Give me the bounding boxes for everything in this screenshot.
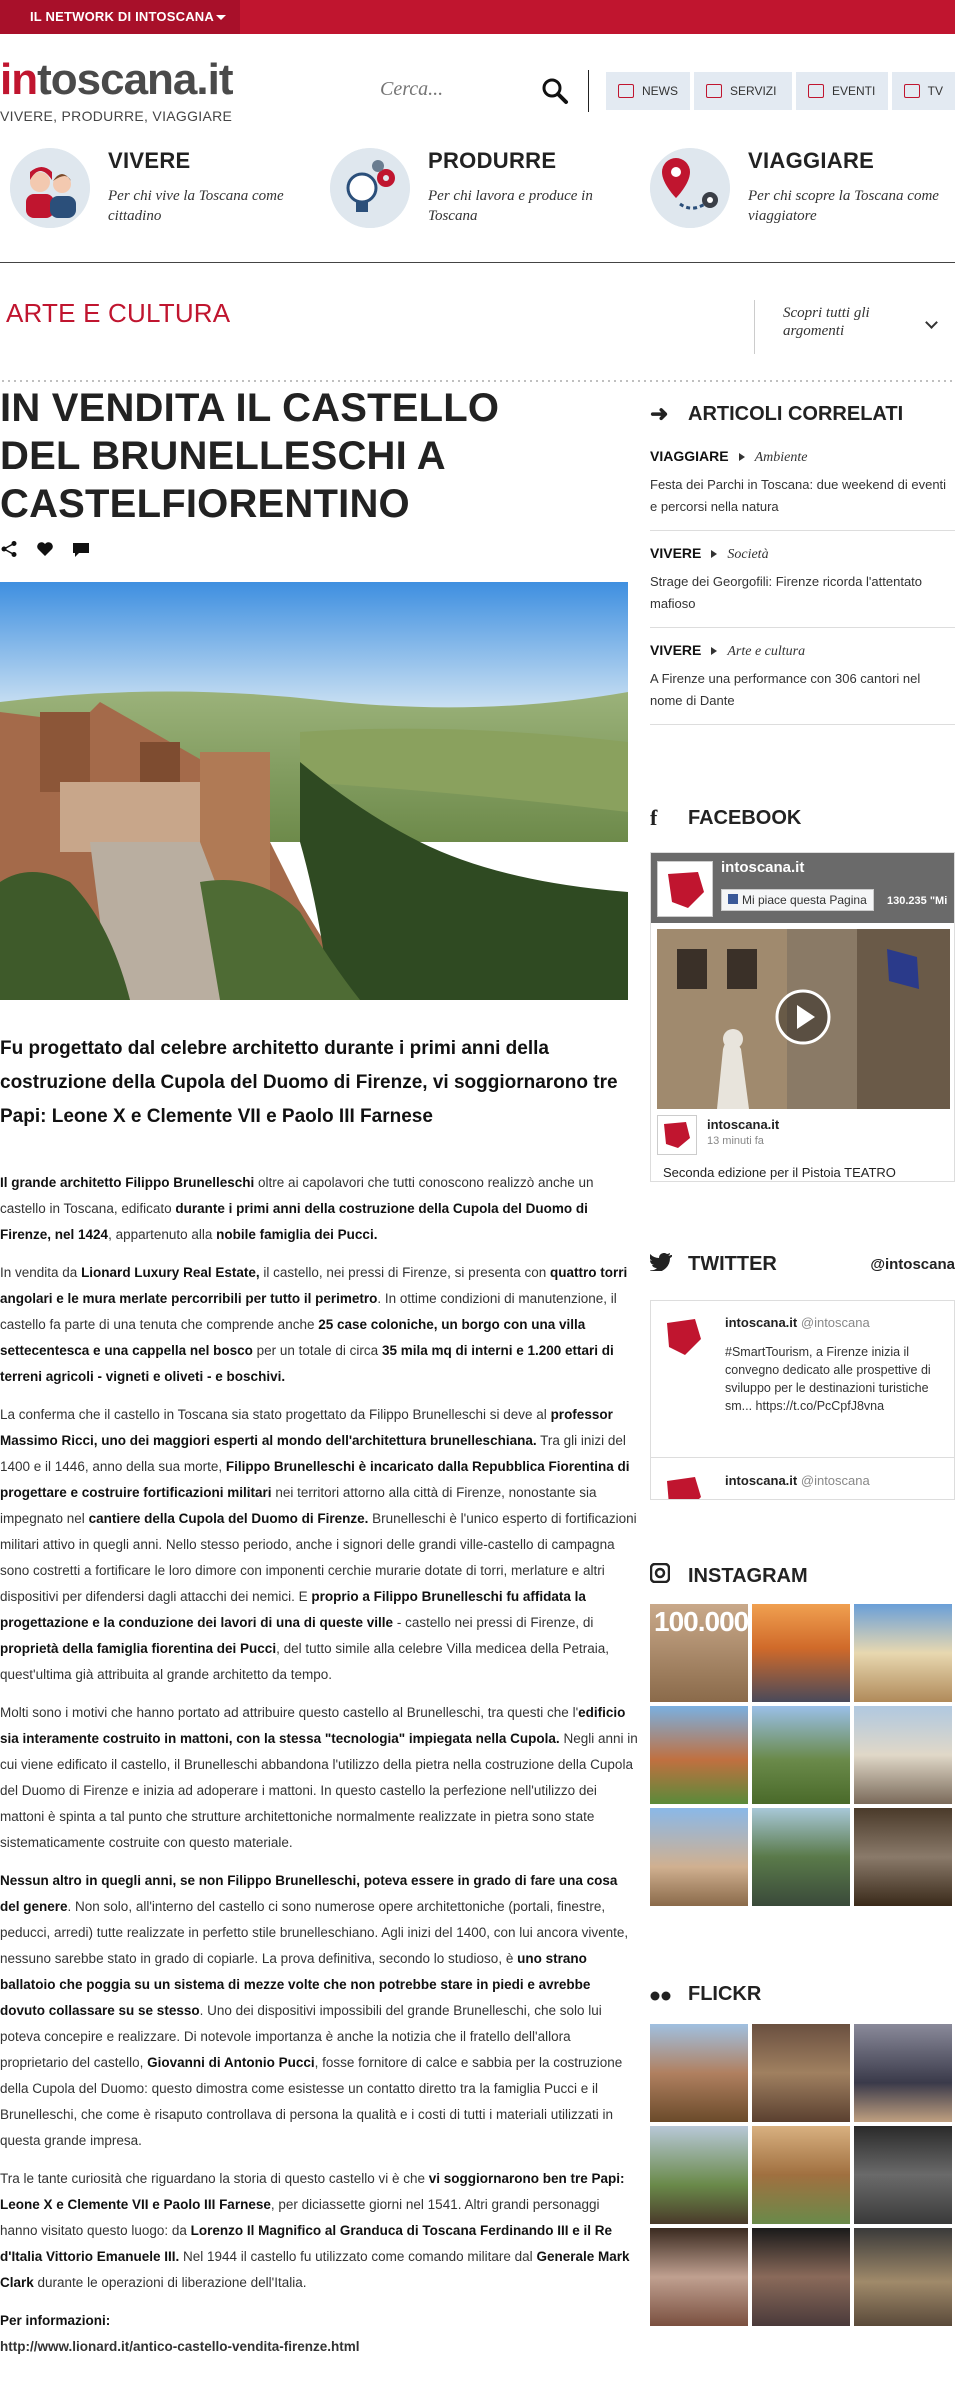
nav-servizi-button[interactable] bbox=[694, 72, 792, 110]
section-vivere[interactable] bbox=[0, 138, 320, 258]
info-icon bbox=[706, 84, 722, 98]
facebook-post-time: 13 minuti fa bbox=[707, 1135, 764, 1147]
arrow-right-icon: ➜ bbox=[650, 401, 669, 426]
section-vivere-subtitle: Per chi vive la Toscana come cittadino bbox=[108, 188, 284, 224]
chevron-down-icon bbox=[925, 316, 938, 329]
facebook-heading bbox=[650, 798, 801, 838]
twitter-handle[interactable]: @intoscana bbox=[870, 1255, 955, 1273]
facebook-title: FACEBOOK bbox=[688, 806, 802, 829]
site-logo[interactable] bbox=[0, 55, 233, 104]
tweet-divider bbox=[651, 1457, 955, 1458]
search-icon[interactable] bbox=[540, 76, 570, 106]
site-tagline: VIVERE, PRODURRE, VIAGGIARE bbox=[0, 108, 233, 124]
info-link[interactable]: http://www.lionard.it/antico-castello-vendita-firenze.html bbox=[0, 2339, 360, 2354]
instagram-photo[interactable] bbox=[752, 1604, 850, 1702]
flickr-photo[interactable] bbox=[752, 2126, 850, 2224]
nav-servizi-label: SERVIZI bbox=[730, 84, 777, 98]
instagram-photo[interactable] bbox=[650, 1604, 748, 1702]
instagram-photo[interactable] bbox=[752, 1808, 850, 1906]
people-icon bbox=[10, 148, 90, 228]
related-category[interactable]: VIVERE bbox=[650, 642, 702, 658]
instagram-photo[interactable] bbox=[650, 1706, 748, 1804]
instagram-photo[interactable] bbox=[854, 1706, 952, 1804]
flickr-photo[interactable] bbox=[752, 2228, 850, 2326]
triangle-right-icon bbox=[711, 647, 717, 655]
instagram-photo-overlay: 100.000 bbox=[654, 1606, 749, 1637]
instagram-grid bbox=[650, 1604, 952, 1906]
related-article[interactable] bbox=[650, 628, 955, 725]
flickr-title: FLICKR bbox=[688, 1982, 762, 2005]
header-separator bbox=[0, 262, 955, 263]
article-title: IN VENDITA IL CASTELLO DEL BRUNELLESCHI A CASTELFIORENTINO bbox=[0, 386, 500, 526]
article-body: Il grande architetto Filippo Brunelleschi oltre ai capolavori che tutti conoscono realizzò anche un castello in Toscana, edificato durante i primi anni della costruzione della Cupola del Duomo di Firenze, nel 1424, appartenuto alla nobile famiglia dei Pucci. In vendita da Lionard Luxury Real Estate, il castello, nei pressi di Firenze, si presenta con quattro torri angolari e le mura merlate percorribili per tutto il perimetro. In ottime condizioni di manutenzione, il castello fa parte di una tenuta che comprende anche 25 case coloniche, un borgo con una villa settecentesca e una cappella nel bosco per un totale di circa 35 mila mq di interni e 1.200 ettari di terreni agricoli - vigneti e oliveti - e boschivi. La conferma che il castello in Toscana sia stato progettato da Filippo Brunelleschi si deve al professor Massimo Ricci, uno dei maggiori esperti al mondo dell'architettura brunelleschiana. Tra gli inizi del 1400 e il 1446, anno della sua morte, Filippo Brunelleschi è incaricato dalla Repubblica Fiorentina di progettare e costruire fortificazioni militari nei territori attorno alla città di Firenze, nonostante sia impegnato nel cantiere della Cupola del Duomo di Firenze. Brunelleschi è l'unico esperto di fortificazioni militari attivo in quegli anni. Nello stesso periodo, anche i signori delle grandi ville-castello di campagna sono costretti a fortificare le loro dimore con imponenti cerchie murarie dotate di torri, merlature e altri dispositivi per difendersi dagli attacchi dei nemici. E proprio a Filippo Brunelleschi fu affidata la progettazione e la conduzione dei lavori di una di queste ville - castello nei pressi di Firenze, di proprietà della famiglia fiorentina dei Pucci, del tutto simile alla celebre Villa medicea della Petraia, quest'ultima già attribuita al grande architetto da tempo. Molti sono i motivi che hanno portato ad attribuire questo castello al Brunelleschi, tra questi che l'edificio sia interamente costruito in mattoni, con la stessa "tecnologia" impiegata nella Cupola. Negli anni in cui viene edificato il castello, il Brunelleschi abbandona l'utilizzo della pietra nella costruzione della Cupola del Duomo di Firenze e inizia ad adoperare i mattoni. In questo castello la perfezione nell'utilizzo dei mattoni è spinta a tal punto che strutture architettoniche normalmente realizzate in pietra sono state sistematicamente costruite con questo materiale. Nessun altro in quegli anni, se non Filippo Brunelleschi, poteva essere in grado di fare una cosa del genere. Non solo, all'interno del castello ci sono numerose opere architettoniche (portali, finestre, peducci, arredi) tutte realizzate in perfetto stile brunelleschiano. Agli inizi del 1400, con lui ancora vivente, nessuno sarebbe stato in grado di copiarle. La prova definitiva, secondo lo studioso, è uno strano ballatoio che poggia su un sistema di mezze volte che non potrebbe stare in piedi e avrebbe dovuto collassare su se stesso. Uno dei dispositivi impossibili del grande Brunelleschi, che solo lui poteva concepire e realizzare. Di notevole importanza è anche la notizia che il fratello dell'allora proprietario del castello, Giovanni di Antonio Pucci, fosse fornitore di calce e sabbia per la costruzione della Cupola del Duomo: questo dimostra come esistesse un contatto diretto tra la famiglia Pucci e il Brunelleschi, che come è risaputo controllava di persona la qualità e i costi di tutti i materiali utilizzati in questa grande impresa. Tra le tante curiosità che riguardano la storia di questo castello vi è che vi soggiornarono ben tre Papi: Leone X e Clemente VII e Paolo III Farnese, per diciassette giorni nel 1541. Altri grandi personaggi hanno visitato questo luogo: da Lorenzo Il Magnifico al Granduca di Toscana Ferdinando III e il Re d'Italia Vittorio Emanuele III. Nel 1944 il castello fu utilizzato come comando militare dal Generale Mark Clark durante le operazioni di liberazione dell'Italia. Per informazioni: http://www.lionard.it/antico-castello-vendita-firenze.html bbox=[0, 1175, 638, 2354]
section-produrre-subtitle: Per chi lavora e produce in Toscana bbox=[428, 188, 593, 224]
related-article-title[interactable]: Strage dei Georgofili: Firenze ricorda l'attentato mafioso bbox=[650, 574, 923, 611]
section-produrre[interactable] bbox=[320, 138, 640, 258]
castle-hero-image bbox=[0, 582, 628, 1000]
instagram-icon bbox=[650, 1563, 674, 1589]
facebook-page-name[interactable]: intoscana.it bbox=[721, 859, 805, 876]
flickr-photo[interactable] bbox=[650, 2228, 748, 2326]
facebook-like-label: Mi piace questa Pagina bbox=[742, 893, 867, 907]
twitter-heading bbox=[650, 1244, 955, 1284]
heart-icon[interactable] bbox=[36, 540, 54, 558]
flickr-heading bbox=[650, 1974, 761, 2014]
facebook-post-author[interactable]: intoscana.it bbox=[707, 1117, 780, 1132]
related-articles-heading bbox=[650, 394, 955, 434]
related-category[interactable]: VIVERE bbox=[650, 545, 702, 561]
tweet-text: #SmartTourism, a Firenze inizia il convegno dedicato alle prospettive di sviluppo per le destinazioni turistiche sm... https://t.co/PcCpfJ8vna bbox=[725, 1345, 931, 1413]
instagram-photo[interactable] bbox=[650, 1808, 748, 1906]
facebook-post-avatar bbox=[657, 1115, 697, 1155]
network-bar bbox=[0, 0, 955, 34]
instagram-photo[interactable] bbox=[854, 1604, 952, 1702]
nav-news-label: NEWS bbox=[642, 84, 678, 98]
logo-prefix: in bbox=[0, 55, 38, 104]
logo-rest: toscana.it bbox=[37, 55, 233, 104]
section-vivere-title: VIVERE bbox=[108, 148, 191, 173]
tweet-handle[interactable]: @intoscana bbox=[800, 1473, 870, 1488]
related-article[interactable] bbox=[650, 434, 955, 531]
tweet-handle[interactable]: @intoscana bbox=[800, 1315, 870, 1330]
tweet-header bbox=[725, 1315, 870, 1330]
facebook-widget[interactable] bbox=[650, 852, 955, 1182]
calendar-icon bbox=[808, 84, 824, 98]
section-viaggiare-subtitle: Per chi scopre la Toscana come viaggiatore bbox=[748, 188, 939, 224]
related-article-title[interactable]: A Firenze una performance con 306 cantori nel nome di Dante bbox=[650, 671, 921, 708]
tv-icon bbox=[904, 84, 920, 98]
tuscany-logo-icon bbox=[658, 1116, 696, 1154]
discover-topics-label: Scopri tutti gli argomenti bbox=[783, 305, 870, 339]
network-dropdown-button[interactable] bbox=[0, 0, 240, 34]
network-label: IL NETWORK DI INTOSCANA bbox=[30, 9, 214, 24]
news-icon bbox=[618, 84, 634, 98]
tweet-avatar bbox=[661, 1313, 707, 1359]
caret-down-icon bbox=[216, 15, 226, 20]
flickr-grid bbox=[650, 2024, 952, 2326]
nav-eventi-label: EVENTI bbox=[832, 84, 876, 98]
twitter-title: TWITTER bbox=[688, 1252, 777, 1275]
twitter-widget[interactable] bbox=[650, 1300, 955, 1500]
article-actions bbox=[0, 540, 90, 558]
flickr-icon bbox=[650, 1981, 674, 2007]
instagram-title: INSTAGRAM bbox=[688, 1564, 808, 1587]
flickr-photo[interactable] bbox=[752, 2024, 850, 2122]
info-label: Per informazioni: bbox=[0, 2313, 111, 2328]
facebook-likes-count: 130.235 "Mi bbox=[887, 895, 948, 907]
flickr-photo[interactable] bbox=[650, 2024, 748, 2122]
instagram-photo[interactable] bbox=[854, 1808, 952, 1906]
flickr-photo[interactable] bbox=[854, 2228, 952, 2326]
category-title[interactable]: ARTE E CULTURA bbox=[6, 298, 231, 328]
nav-news-button[interactable] bbox=[606, 72, 690, 110]
nav-tv-button[interactable] bbox=[892, 72, 955, 110]
facebook-post-text: Seconda edizione per il Pistoia TEATRO bbox=[663, 1165, 896, 1180]
comment-icon[interactable] bbox=[72, 540, 90, 558]
tweet-author[interactable]: intoscana.it bbox=[725, 1473, 798, 1488]
related-article-title[interactable]: Festa dei Parchi in Toscana: due weekend di eventi e percorsi nella natura bbox=[650, 477, 947, 514]
header-divider bbox=[588, 70, 589, 112]
facebook-like-icon bbox=[728, 894, 738, 904]
triangle-right-icon bbox=[739, 453, 745, 461]
related-subcategory[interactable]: Società bbox=[727, 547, 769, 562]
related-category[interactable]: VIAGGIARE bbox=[650, 448, 729, 464]
triangle-right-icon bbox=[711, 550, 717, 558]
lightbulb-gears-icon bbox=[330, 148, 410, 228]
related-article[interactable] bbox=[650, 531, 955, 628]
main-sections bbox=[0, 138, 955, 258]
facebook-avatar bbox=[657, 861, 713, 917]
twitter-icon bbox=[650, 1251, 674, 1277]
tuscany-logo-icon bbox=[661, 1313, 707, 1359]
instagram-heading bbox=[650, 1556, 808, 1596]
flickr-photo[interactable] bbox=[854, 2126, 952, 2224]
section-viaggiare-title: VIAGGIARE bbox=[748, 148, 875, 173]
instagram-photo[interactable] bbox=[752, 1706, 850, 1804]
section-produrre-title: PRODURRE bbox=[428, 148, 557, 173]
flickr-photo[interactable] bbox=[650, 2126, 748, 2224]
related-articles-title: ARTICOLI CORRELATI bbox=[688, 402, 904, 425]
tuscany-logo-icon bbox=[658, 862, 712, 916]
tweet-avatar bbox=[661, 1471, 707, 1500]
tweet-author[interactable]: intoscana.it bbox=[725, 1315, 798, 1330]
play-icon[interactable] bbox=[775, 989, 831, 1045]
tuscany-logo-icon bbox=[661, 1471, 707, 1500]
sidebar bbox=[650, 394, 955, 725]
tweet-header bbox=[725, 1473, 870, 1488]
dotted-divider bbox=[0, 380, 955, 382]
nav-tv-label: TV bbox=[927, 84, 943, 98]
section-viaggiare[interactable] bbox=[640, 138, 955, 258]
flickr-photo[interactable] bbox=[854, 2024, 952, 2122]
site-header bbox=[0, 34, 955, 134]
map-pin-icon bbox=[650, 148, 730, 228]
facebook-icon: f bbox=[650, 805, 658, 830]
discover-topics-dropdown[interactable] bbox=[754, 300, 954, 354]
article-lead: Fu progettato dal celebre architetto durante i primi anni della costruzione della Cupola del Duomo di Firenze, vi soggiornarono tre Papi: Leone X e Clemente VII e Paolo III Farnese bbox=[0, 1038, 618, 1127]
facebook-like-button[interactable] bbox=[721, 889, 874, 911]
related-subcategory[interactable]: Ambiente bbox=[754, 450, 808, 465]
share-icon[interactable] bbox=[0, 540, 18, 558]
nav-eventi-button[interactable] bbox=[796, 72, 888, 110]
related-subcategory[interactable]: Arte e cultura bbox=[727, 644, 806, 659]
